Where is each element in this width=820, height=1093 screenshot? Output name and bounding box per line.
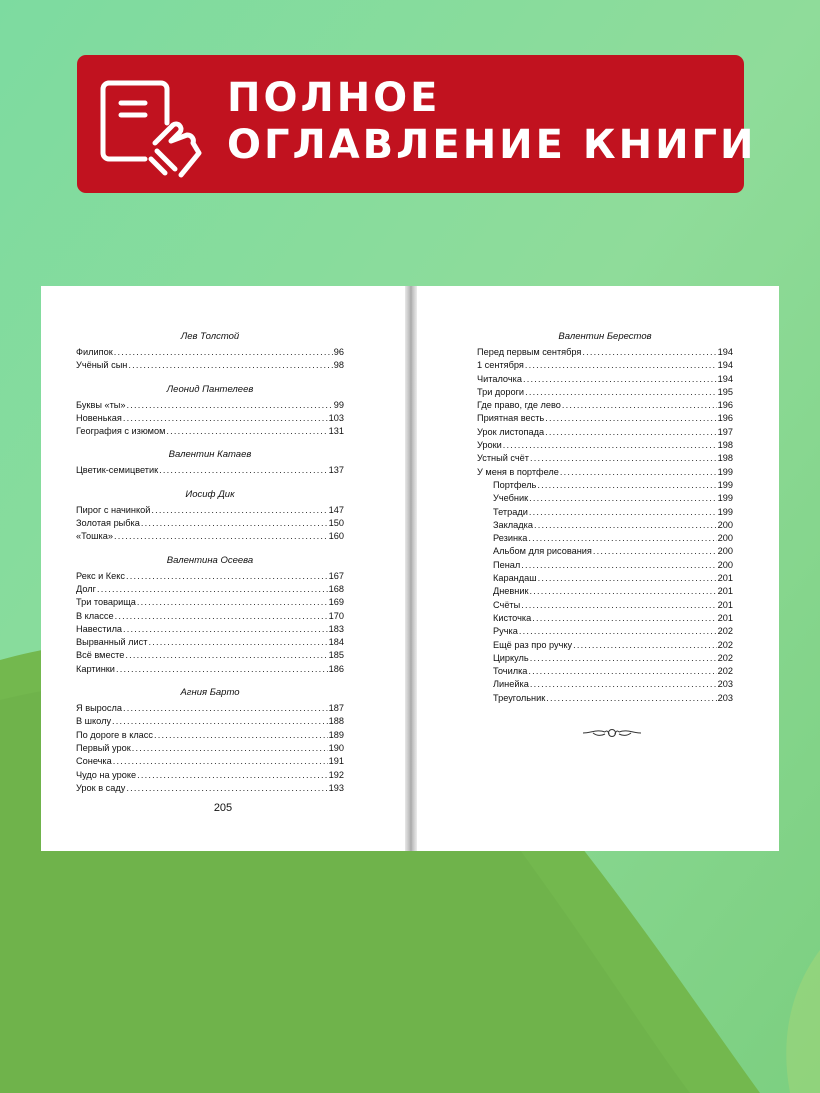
toc-entry — [477, 506, 733, 519]
toc-entry — [76, 596, 344, 609]
entry-page: 186 — [328, 663, 344, 674]
entry-title: Портфель — [493, 479, 537, 490]
entry-title: Три дороги — [477, 386, 525, 397]
dot-leader — [546, 692, 716, 705]
entry-page: 183 — [328, 623, 344, 634]
dot-leader — [532, 612, 716, 625]
entry-page: 197 — [717, 426, 733, 437]
dot-leader — [525, 359, 717, 372]
entry-title: Точилка — [493, 666, 528, 677]
toc-entry — [76, 742, 344, 755]
entry-page: 195 — [717, 386, 733, 397]
dot-leader — [503, 439, 717, 452]
toc-entry — [76, 623, 344, 636]
entry-title: Я выросла — [76, 703, 122, 714]
entry-title: Буквы «ты» — [76, 399, 126, 410]
entry-title: Счёты — [493, 599, 521, 610]
entry-page: 199 — [717, 493, 733, 504]
entry-page: 189 — [328, 729, 344, 740]
dot-leader — [113, 755, 328, 768]
dot-leader — [114, 346, 333, 359]
entry-title: По дороге в класс — [76, 729, 153, 740]
entry-title: У меня в портфеле — [477, 466, 559, 477]
toc-section — [76, 686, 344, 795]
entry-page: 192 — [328, 769, 344, 780]
toc-entry — [477, 399, 733, 412]
left-toc — [76, 330, 344, 805]
book-gutter — [405, 286, 417, 851]
toc-entry — [76, 729, 344, 742]
toc-entry — [477, 532, 733, 545]
entry-title: Первый урок — [76, 742, 131, 753]
toc-entry — [477, 678, 733, 691]
dot-leader — [151, 504, 327, 517]
toc-entry — [477, 386, 733, 399]
toc-entry — [76, 425, 344, 438]
entry-page: 201 — [717, 573, 733, 584]
entry-title: Линейка — [493, 679, 529, 690]
toc-entry — [477, 426, 733, 439]
dot-leader — [530, 652, 717, 665]
dot-leader — [523, 373, 717, 386]
dot-leader — [154, 729, 328, 742]
entry-title: Навестила — [76, 623, 123, 634]
entry-page: 187 — [328, 703, 344, 714]
entry-page: 184 — [328, 637, 344, 648]
entry-page: 201 — [717, 612, 733, 623]
toc-entry — [76, 702, 344, 715]
dot-leader — [126, 782, 327, 795]
dot-leader — [538, 572, 717, 585]
entry-title: Чудо на уроке — [76, 769, 137, 780]
entry-title: Сонечка — [76, 756, 112, 767]
toc-entry — [477, 665, 733, 678]
entry-title: Кисточка — [493, 612, 532, 623]
dot-leader — [125, 649, 327, 662]
toc-section — [76, 488, 344, 544]
entry-page: 188 — [328, 716, 344, 727]
toc-entry — [477, 559, 733, 572]
toc-entry — [76, 530, 344, 543]
toc-entry — [76, 663, 344, 676]
dot-leader — [521, 559, 716, 572]
toc-entry — [76, 517, 344, 530]
left-page — [41, 286, 405, 851]
dot-leader — [166, 425, 327, 438]
entry-page: 202 — [717, 666, 733, 677]
toc-entry — [477, 692, 733, 705]
banner-title-line2: ОГЛАВЛЕНИЕ КНИГИ — [227, 122, 757, 168]
entry-title: Тетради — [493, 506, 528, 517]
author-heading: Леонид Пантелеев — [166, 383, 254, 395]
toc-section — [76, 330, 344, 373]
entry-page: 147 — [328, 504, 344, 515]
entry-page: 203 — [717, 679, 733, 690]
toc-entry — [477, 612, 733, 625]
entry-page: 202 — [717, 639, 733, 650]
toc-entry — [477, 439, 733, 452]
toc-entry — [477, 412, 733, 425]
entry-page: 198 — [717, 453, 733, 464]
toc-section — [76, 448, 344, 477]
entry-page: 200 — [717, 533, 733, 544]
entry-page: 201 — [717, 586, 733, 597]
entry-page: 196 — [717, 413, 733, 424]
document-hand-icon — [95, 73, 215, 183]
entry-page: 198 — [717, 440, 733, 451]
entry-title: Ещё раз про ручку — [493, 639, 573, 650]
dot-leader — [528, 532, 716, 545]
entry-title: Учебник — [493, 493, 529, 504]
toc-entry — [477, 346, 733, 359]
dot-leader — [528, 665, 716, 678]
toc-entry — [76, 583, 344, 596]
dot-leader — [97, 583, 328, 596]
title-banner — [77, 55, 757, 193]
entry-title: Приятная весть — [477, 413, 545, 424]
entry-title: Рекс и Кекс — [76, 570, 125, 581]
banner-title — [227, 75, 757, 169]
entry-page: 194 — [717, 347, 733, 357]
entry-title: Уроки — [477, 440, 502, 451]
entry-title: Читалочка — [477, 373, 522, 384]
entry-title: Перед первым сентября — [477, 347, 582, 357]
toc-entry — [76, 649, 344, 662]
dot-leader — [545, 412, 716, 425]
dot-leader — [529, 506, 717, 519]
entry-page: 185 — [328, 650, 344, 661]
entry-title: Закладка — [493, 519, 533, 530]
entry-title: Ручка — [493, 626, 518, 637]
entry-title: Альбом для рисования — [493, 546, 592, 557]
toc-entry — [477, 452, 733, 465]
entry-title: «Тошка» — [76, 531, 113, 542]
toc-entry — [76, 769, 344, 782]
entry-page: 194 — [717, 360, 733, 371]
entry-page: 201 — [717, 599, 733, 610]
toc-entry — [76, 504, 344, 517]
dot-leader — [127, 399, 333, 412]
entry-page: 199 — [717, 479, 733, 490]
page-number: 205 — [213, 802, 233, 814]
dot-leader — [112, 715, 328, 728]
dot-leader — [141, 517, 328, 530]
entry-page: 99 — [333, 399, 344, 410]
entry-page: 131 — [328, 426, 344, 437]
entry-page: 167 — [328, 570, 344, 581]
toc-entry — [76, 464, 344, 477]
toc-entry — [477, 585, 733, 598]
dot-leader — [123, 702, 328, 715]
entry-page: 137 — [328, 465, 344, 476]
toc-section — [76, 554, 344, 676]
entry-page: 203 — [717, 692, 733, 703]
dot-leader — [132, 742, 328, 755]
author-heading: Иосиф Дик — [185, 488, 235, 500]
dot-leader — [115, 610, 328, 623]
dot-leader — [128, 359, 332, 372]
author-heading: Лев Толстой — [180, 331, 240, 342]
entry-page: 200 — [717, 559, 733, 570]
right-toc — [477, 330, 733, 715]
toc-entry — [76, 359, 344, 372]
dot-leader — [573, 639, 717, 652]
dot-leader — [593, 545, 717, 558]
toc-entry — [477, 373, 733, 386]
entry-title: Долг — [76, 583, 96, 594]
dot-leader — [530, 678, 717, 691]
banner-title-line1: ПОЛНОЕ — [227, 75, 441, 121]
entry-page: 103 — [328, 412, 344, 423]
toc-entry — [76, 610, 344, 623]
toc-section — [477, 330, 733, 705]
dot-leader — [114, 530, 328, 543]
entry-page: 194 — [717, 373, 733, 384]
dot-leader — [529, 492, 717, 505]
toc-entry — [477, 479, 733, 492]
entry-title: Где право, где лево — [477, 400, 561, 411]
dot-leader — [126, 570, 328, 583]
dot-leader — [525, 386, 717, 399]
toc-entry — [477, 519, 733, 532]
toc-entry — [477, 652, 733, 665]
entry-title: Циркуль — [493, 652, 529, 663]
toc-entry — [76, 755, 344, 768]
toc-entry — [76, 715, 344, 728]
dot-leader — [530, 585, 717, 598]
book-spread — [41, 286, 779, 851]
entry-title: В школу — [76, 716, 112, 727]
entry-page: 98 — [333, 360, 344, 371]
dot-leader — [137, 596, 328, 609]
author-heading: Валентина Осеева — [166, 554, 254, 566]
dot-leader — [530, 452, 717, 465]
entry-title: Пирог с начинкой — [76, 504, 151, 515]
entry-title: Урок листопада — [477, 426, 545, 437]
dot-leader — [123, 412, 328, 425]
entry-title: Пенал — [493, 559, 521, 570]
entry-title: Дневник — [493, 586, 529, 597]
dot-leader — [137, 769, 328, 782]
entry-title: Треугольник — [493, 692, 546, 703]
entry-title: Учёный сын — [76, 360, 128, 371]
dot-leader — [116, 663, 328, 676]
toc-entry — [76, 782, 344, 795]
dot-leader — [560, 466, 717, 479]
entry-title: Три товарища — [76, 597, 136, 608]
dot-leader — [159, 464, 328, 477]
dot-leader — [534, 519, 717, 532]
dot-leader — [519, 625, 717, 638]
entry-title: Карандаш — [493, 573, 537, 584]
dot-leader — [521, 599, 716, 612]
entry-page: 160 — [328, 531, 344, 542]
toc-entry — [76, 346, 344, 359]
toc-entry — [76, 412, 344, 425]
dot-leader — [545, 426, 717, 439]
entry-title: 1 сентября — [477, 360, 524, 371]
toc-entry — [76, 570, 344, 583]
entry-page: 169 — [328, 597, 344, 608]
dot-leader — [562, 399, 717, 412]
entry-title: Филипок — [76, 347, 113, 357]
entry-title: Вырванный лист — [76, 637, 148, 648]
entry-title: Резинка — [493, 533, 528, 544]
author-heading: Валентин Катаев — [168, 449, 252, 461]
toc-entry — [477, 359, 733, 372]
entry-page: 96 — [333, 347, 344, 357]
toc-entry — [477, 572, 733, 585]
entry-title: Золотая рыбка — [76, 518, 140, 529]
entry-title: География с изюмом — [76, 426, 166, 437]
toc-section — [76, 383, 344, 439]
author-heading: Агния Барто — [180, 687, 240, 699]
entry-page: 196 — [717, 400, 733, 411]
toc-entry — [477, 625, 733, 638]
entry-title: Новенькая — [76, 412, 122, 423]
entry-page: 190 — [328, 742, 344, 753]
dot-leader — [582, 346, 716, 359]
entry-page: 191 — [328, 756, 344, 767]
entry-page: 202 — [717, 652, 733, 663]
entry-page: 170 — [328, 610, 344, 621]
entry-title: Всё вместе — [76, 650, 125, 661]
entry-title: Устный счёт — [477, 453, 529, 464]
toc-entry — [477, 492, 733, 505]
entry-page: 200 — [717, 546, 733, 557]
entry-page: 150 — [328, 518, 344, 529]
toc-entry — [76, 399, 344, 412]
entry-page: 202 — [717, 626, 733, 637]
author-heading: Валентин Берестов — [558, 331, 652, 342]
dot-leader — [123, 623, 328, 636]
toc-entry — [76, 636, 344, 649]
entry-page: 193 — [328, 782, 344, 793]
entry-page: 200 — [717, 519, 733, 530]
flourish-ornament-icon — [581, 726, 643, 740]
dot-leader — [537, 479, 716, 492]
entry-title: Картинки — [76, 663, 115, 674]
toc-entry — [477, 545, 733, 558]
toc-entry — [477, 639, 733, 652]
entry-title: Цветик-семицветик — [76, 465, 159, 476]
entry-page: 199 — [717, 466, 733, 477]
toc-entry — [477, 466, 733, 479]
entry-title: Урок в саду — [76, 782, 126, 793]
entry-page: 168 — [328, 583, 344, 594]
toc-entry — [477, 599, 733, 612]
dot-leader — [148, 636, 327, 649]
entry-title: В классе — [76, 610, 114, 621]
entry-page: 199 — [717, 506, 733, 517]
right-page — [417, 286, 779, 851]
